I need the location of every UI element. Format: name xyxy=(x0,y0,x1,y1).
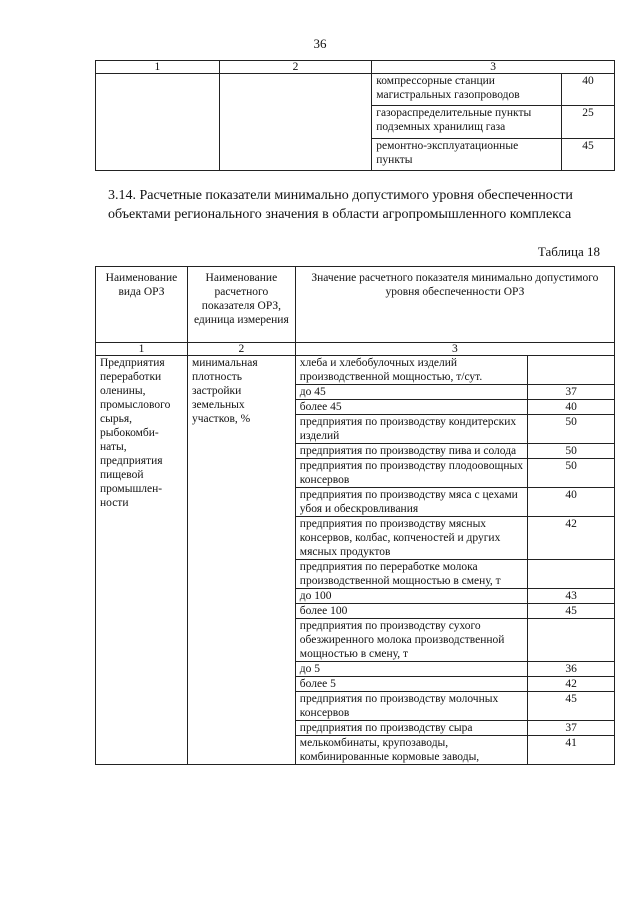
row-name: более 45 xyxy=(295,400,527,415)
row-value: 42 xyxy=(528,677,615,692)
row-value: 40 xyxy=(528,400,615,415)
orz-type-cell: Предприятия переработки оленины, промыслового сырья, рыбокомби-наты, предприятия пищевой промышлен-ности xyxy=(96,356,188,765)
row-value: 50 xyxy=(528,459,615,488)
row-name: мелькомбинаты, крупозаводы, комбинированные кормовые заводы, xyxy=(295,736,527,765)
row-value: 50 xyxy=(528,444,615,459)
row-value: 42 xyxy=(528,517,615,560)
row-name: более 100 xyxy=(295,604,527,619)
agro-indicators-table xyxy=(95,266,615,765)
section-heading: 3.14. Расчетные показатели минимально допустимого уровня обеспеченности объектами регионального значения в области агропромышленного комплекса xyxy=(108,188,573,222)
row-value: 45 xyxy=(528,604,615,619)
row-name: предприятия по производству сухого обезжиренного молока производственной мощностью в смену, т xyxy=(295,619,527,662)
table-caption: Таблица 18 xyxy=(537,244,600,259)
row-name: до 5 xyxy=(295,662,527,677)
column-number: 1 xyxy=(96,343,188,356)
row-value: 41 xyxy=(528,736,615,765)
row-name: газораспределительные пункты подземных хранилищ газа xyxy=(372,106,562,138)
row-name: предприятия по переработке молока производственной мощностью в смену, т xyxy=(295,560,527,589)
row-value xyxy=(528,356,615,385)
row-name: до 100 xyxy=(295,589,527,604)
continuation-table xyxy=(95,60,615,171)
row-value xyxy=(528,560,615,589)
row-value xyxy=(528,619,615,662)
row-name: хлеба и хлебобулочных изделий производственной мощностью, т/сут. xyxy=(295,356,527,385)
row-name: более 5 xyxy=(295,677,527,692)
row-value: 40 xyxy=(528,488,615,517)
row-name: до 45 xyxy=(295,385,527,400)
row-name: предприятия по производству молочных консервов xyxy=(295,692,527,721)
table-row xyxy=(96,74,615,106)
row-value: 45 xyxy=(528,692,615,721)
empty-cell xyxy=(219,74,372,171)
row-value: 25 xyxy=(562,106,615,138)
row-name: предприятия по производству мяса с цехами убоя и обескровливания xyxy=(295,488,527,517)
header-orz-type: Наименование вида ОРЗ xyxy=(96,267,188,343)
row-name: компрессорные станции магистральных газопроводов xyxy=(372,74,562,106)
header-indicator-value: Значение расчетного показателя минимально допустимого уровня обеспеченности ОРЗ xyxy=(295,267,614,343)
header-cell: 3 xyxy=(372,61,615,74)
table-header-row xyxy=(96,61,615,74)
row-value: 45 xyxy=(562,138,615,170)
row-name: предприятия по производству кондитерских изделий xyxy=(295,415,527,444)
row-name: предприятия по производству плодоовощных консервов xyxy=(295,459,527,488)
column-number: 3 xyxy=(295,343,614,356)
row-value: 43 xyxy=(528,589,615,604)
header-cell: 1 xyxy=(96,61,220,74)
row-value: 36 xyxy=(528,662,615,677)
table-row xyxy=(96,356,615,385)
column-number-row xyxy=(96,343,615,356)
header-indicator-name: Наименование расчетного показателя ОРЗ, единица измерения xyxy=(187,267,295,343)
row-value: 40 xyxy=(562,74,615,106)
indicator-name-cell: минимальная плотность застройки земельных участков, % xyxy=(187,356,295,765)
row-name: предприятия по производству сыра xyxy=(295,721,527,736)
header-cell: 2 xyxy=(219,61,372,74)
row-value: 37 xyxy=(528,385,615,400)
row-value: 37 xyxy=(528,721,615,736)
empty-cell xyxy=(96,74,220,171)
table-header-row xyxy=(96,267,615,343)
row-name: ремонтно-эксплуатационные пункты xyxy=(372,138,562,170)
page-number: 36 xyxy=(313,36,327,51)
row-name: предприятия по производству пива и солода xyxy=(295,444,527,459)
row-value: 50 xyxy=(528,415,615,444)
row-name: предприятия по производству мясных консервов, колбас, копченостей и других мясных продуктов xyxy=(295,517,527,560)
column-number: 2 xyxy=(187,343,295,356)
